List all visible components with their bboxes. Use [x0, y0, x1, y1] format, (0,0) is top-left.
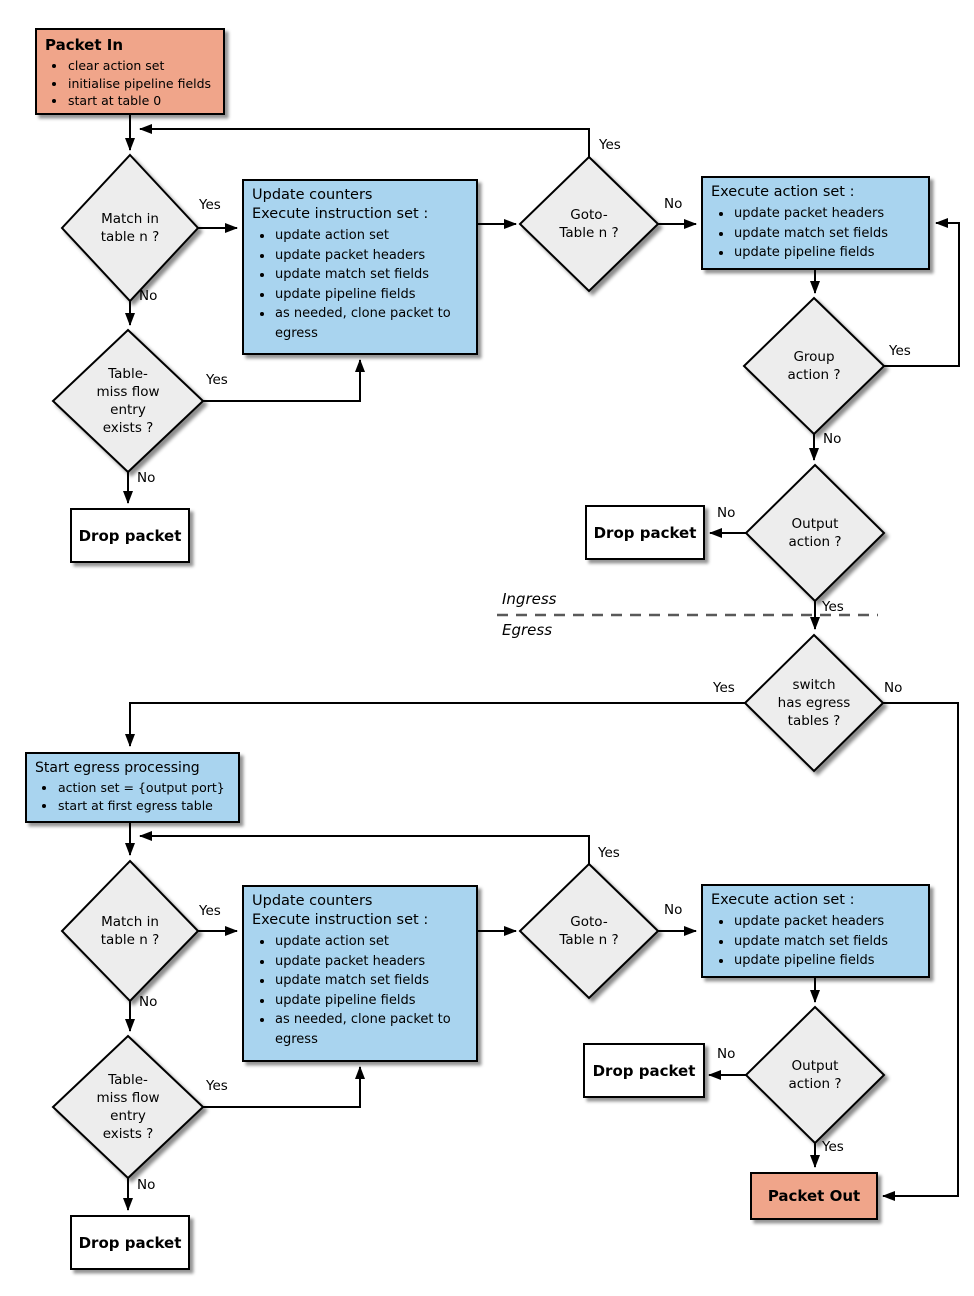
execute-action-set-box-egress	[701, 884, 930, 978]
update-bullet: • as needed, clone packet to egress	[274, 1010, 469, 1049]
goto-table-diamond-label-ingress: Goto- Table n ?	[559, 207, 619, 241]
label-tablemiss-no-ingress: No	[137, 470, 156, 486]
label-goto-no-ingress: No	[664, 196, 683, 212]
drop-packet-box-tablemiss-ingress	[70, 508, 190, 563]
update-bullet: • as needed, clone packet to egress	[274, 304, 469, 343]
label-goto-no-egress: No	[664, 902, 683, 918]
update-bullet: • update pipeline fields	[274, 991, 469, 1011]
label-match-no-egress: No	[139, 994, 158, 1010]
label-tablemiss-yes-ingress: Yes	[206, 372, 228, 388]
label-match-no-ingress: No	[139, 288, 158, 304]
execute-action-title: Execute action set :	[711, 184, 855, 200]
drop-packet-box-output-egress	[583, 1043, 705, 1098]
execute-bullet: • update pipeline fields	[733, 243, 921, 263]
update-counters-title: Update counters	[252, 187, 373, 203]
table-miss-diamond-label-ingress: Table- miss flow entry exists ?	[96, 366, 160, 436]
edge-switch-yes	[130, 703, 745, 746]
packet-in-bullet: • clear action set	[67, 57, 216, 75]
label-match-yes-egress: Yes	[199, 903, 221, 919]
packet-in-bullet: • start at table 0	[67, 92, 216, 110]
switch-has-egress-diamond-label: switch has egress tables ?	[777, 677, 851, 729]
label-group-no: No	[823, 431, 842, 447]
update-bullet: • update pipeline fields	[274, 285, 469, 305]
output-action-diamond-label-ingress: Output action ?	[788, 516, 842, 550]
label-tablemiss-no-egress: No	[137, 1177, 156, 1193]
label-output-no-ingress: No	[717, 505, 736, 521]
start-egress-bullet: • action set = {output port}	[57, 779, 231, 797]
label-switch-yes: Yes	[713, 680, 735, 696]
update-bullet: • update match set fields	[274, 265, 469, 285]
label-output-yes-ingress: Yes	[822, 599, 844, 615]
group-action-diamond-label: Group action ?	[787, 349, 841, 383]
label-goto-yes-egress: Yes	[598, 845, 620, 861]
table-miss-diamond-label-egress: Table- miss flow entry exists ?	[96, 1072, 160, 1142]
packet-in-bullet: • initialise pipeline fields	[67, 75, 216, 93]
drop-packet-label: Drop packet	[78, 526, 182, 545]
update-counters-title: Update counters	[252, 893, 373, 909]
ingress-section-label: Ingress	[502, 590, 557, 608]
execute-instruction-title: Execute instruction set :	[252, 206, 429, 222]
label-switch-no: No	[884, 680, 903, 696]
match-diamond-label-ingress: Match in table n ?	[100, 211, 160, 245]
label-output-no-egress: No	[717, 1046, 736, 1062]
start-egress-title: Start egress processing	[35, 760, 200, 776]
execute-action-set-box-ingress	[701, 176, 930, 270]
update-bullet: • update action set	[274, 226, 469, 246]
start-egress-processing-box	[25, 752, 240, 823]
drop-packet-box-tablemiss-egress	[70, 1215, 190, 1270]
execute-bullet: • update packet headers	[733, 204, 921, 224]
execute-instruction-title: Execute instruction set :	[252, 912, 429, 928]
execute-bullet: • update match set fields	[733, 932, 921, 952]
drop-packet-label: Drop packet	[592, 1061, 696, 1080]
update-counters-box-ingress	[242, 179, 478, 355]
output-action-diamond-label-egress: Output action ?	[788, 1058, 842, 1092]
edge-goto-yes-loop-egress	[140, 836, 589, 865]
update-bullet: • update action set	[274, 932, 469, 952]
execute-action-title: Execute action set :	[711, 892, 855, 908]
execute-bullet: • update pipeline fields	[733, 951, 921, 971]
update-bullet: • update packet headers	[274, 246, 469, 266]
update-bullet: • update match set fields	[274, 971, 469, 991]
execute-bullet: • update packet headers	[733, 912, 921, 932]
packet-out-box	[750, 1172, 878, 1220]
label-group-yes: Yes	[889, 343, 911, 359]
match-diamond-label-egress: Match in table n ?	[100, 914, 160, 948]
drop-packet-label: Drop packet	[593, 523, 697, 542]
update-bullet: • update packet headers	[274, 952, 469, 972]
goto-table-diamond-label-egress: Goto- Table n ?	[559, 914, 619, 948]
edge-goto-yes-loop-ingress	[140, 129, 589, 158]
execute-bullet: • update match set fields	[733, 224, 921, 244]
egress-section-label: Egress	[502, 621, 553, 639]
label-match-yes-ingress: Yes	[199, 197, 221, 213]
packet-in-title: Packet In	[45, 36, 124, 54]
drop-packet-box-output-ingress	[585, 505, 705, 560]
packet-out-label: Packet Out	[767, 1187, 861, 1205]
label-output-yes-egress: Yes	[822, 1139, 844, 1155]
label-goto-yes-ingress: Yes	[599, 137, 621, 153]
start-egress-bullet: • start at first egress table	[57, 797, 231, 815]
label-tablemiss-yes-egress: Yes	[206, 1078, 228, 1094]
drop-packet-label: Drop packet	[78, 1233, 182, 1252]
packet-in-box	[35, 28, 225, 115]
update-counters-box-egress	[242, 885, 478, 1062]
